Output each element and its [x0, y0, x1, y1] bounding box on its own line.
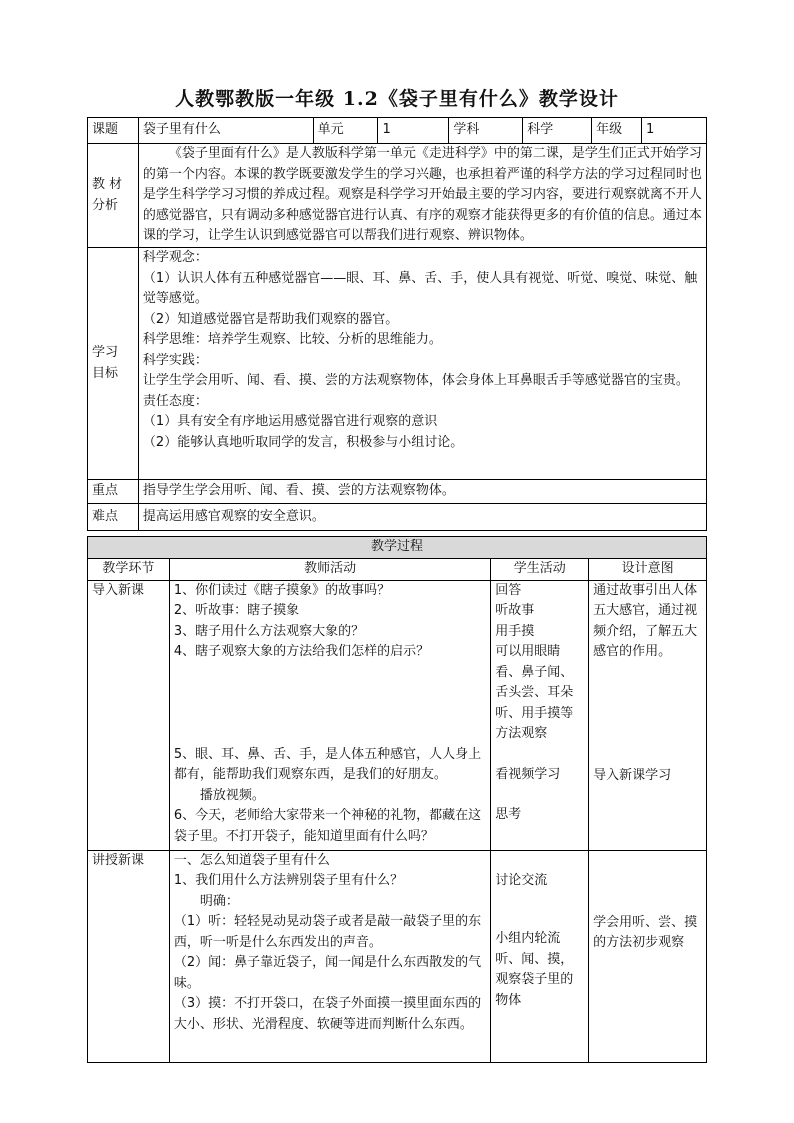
goals-text [138, 248, 706, 480]
unit-value: 1 [378, 118, 449, 144]
teach-student-activity [491, 850, 589, 1062]
intro-stage: 导入新课 [88, 580, 170, 850]
goal-line: （2）知道感觉器官是帮助我们观察的器官。 [142, 311, 399, 327]
analysis-text: 《袋子里面有什么》是人教版科学第一单元《走进科学》中的第二课，是学生们正式开始学习的第一个内容。本课的教学既要激发学生的学习兴趣，也承担着严谨的科学方法的学习过程同时也是学生科学学习习惯的养成过程。观察是科学学习开始最主要的学习内容，要进行观察就离不开人的感觉器官，只有调动多种感觉器官进行认真、有序的观察才能获得更多的有价值的信息。通过本课的学习，让学生认识到感觉器官可以帮我们进行观察、辨识物体。 [138, 144, 706, 248]
document-title: 人教鄂教版一年级 1.2《袋子里有什么》教学设计 [175, 88, 619, 110]
difficulty-label: 难点 [88, 504, 139, 531]
goals-label-line2: 目标 [92, 365, 119, 381]
goals-label [88, 248, 139, 480]
teacher-step: 2、听故事：瞎子摸象 [173, 603, 300, 618]
goals-label-line1: 学习 [92, 345, 119, 360]
column-header-intent: 设计意图 [589, 558, 707, 580]
teacher-step: 6、今天，老师给大家带来一个神秘的礼物，都藏在这袋子里。不打开袋子，能知道里面有什么吗？ [173, 808, 482, 844]
teacher-step: 一、怎么知道袋子里有什么 [173, 852, 330, 868]
goal-line: （1）认识人体有五种感觉器官——眼、耳、鼻、舌、手，使人具有视觉、听觉、嗅觉、味觉、触觉等感觉。 [142, 270, 698, 306]
goal-line: （1）具有安全有序地运用感觉器官进行观察的意识 [142, 414, 438, 429]
subject-value: 科学 [523, 118, 592, 144]
teacher-step: 5、眼、耳、鼻、舌、手，是人体五种感官，人人身上都有，能帮助我们观察东西，是我们的好朋友。 [173, 746, 482, 782]
grade-label: 年级 [592, 118, 642, 144]
teach-stage: 讲授新课 [88, 850, 170, 1062]
goal-line: 科学实践： [142, 352, 208, 368]
teacher-step: 1、你们读过《瞎子摸象》的故事吗？ [173, 582, 391, 598]
teacher-step: （3）摸：不打开袋口，在袋子外面摸一摸里面东西的大小、形状、光滑程度、软硬等进而判断什么东西。 [173, 996, 482, 1032]
unit-label: 单元 [313, 118, 378, 144]
process-header: 教学过程 [88, 537, 707, 559]
grade-value: 1 [642, 118, 707, 144]
student-step: 听故事 [495, 603, 535, 618]
key-point-row [88, 480, 707, 504]
student-step: 回答 [495, 582, 522, 598]
process-header-row [88, 537, 707, 559]
column-header-student: 学生活动 [491, 558, 589, 580]
goal-line: 让学生学会用听、闻、看、摸、尝的方法观察物体，体会身体上耳鼻眼舌手等感觉器官的宝贵。 [142, 373, 689, 388]
column-header-teacher: 教师活动 [169, 558, 490, 580]
goal-line: 责任态度： [142, 393, 208, 409]
intro-student-activity [491, 580, 589, 850]
teach-design-intent [589, 850, 707, 1062]
column-header-stage: 教学环节 [88, 558, 170, 580]
goal-line: 科学思维：培养学生观察、比较、分析的思维能力。 [142, 332, 442, 347]
analysis-label-line1: 教 材 [92, 177, 123, 192]
intro-row [88, 580, 707, 850]
teacher-step: 4、瞎子观察大象的方法给我们怎样的启示？ [173, 644, 430, 659]
student-step: 可以用眼睛看、鼻子闻、舌头尝、耳朵听、用手摸等方法观察 [495, 644, 574, 741]
teacher-step: 明确： [199, 893, 239, 909]
student-step: 讨论交流 [495, 872, 548, 888]
difficulty-row [88, 504, 707, 531]
teach-row [88, 850, 707, 1062]
key-point-text: 指导学生学会用听、闻、看、摸、尝的方法观察物体。 [138, 480, 706, 504]
teacher-step: 1、我们用什么方法辨别袋子里有什么？ [173, 873, 404, 888]
lesson-info-table [87, 117, 707, 531]
teacher-step: （1）听：轻轻晃动晃动袋子或者是敲一敲袋子里的东西，听一听是什么东西发出的声音。 [173, 914, 482, 950]
goals-row [88, 248, 707, 480]
student-step: 看视频学习 [495, 766, 561, 782]
difficulty-text: 提高运用感官观察的安全意识。 [138, 504, 706, 531]
student-step: 思考 [495, 807, 522, 822]
teacher-step: 播放视频。 [199, 787, 265, 803]
analysis-label-line2: 分析 [92, 197, 119, 213]
process-columns-row [88, 558, 707, 580]
intro-design-intent [589, 580, 707, 850]
teacher-step: 3、瞎子用什么方法观察大象的？ [173, 623, 365, 639]
lesson-label: 课题 [88, 118, 139, 144]
teach-teacher-activity [169, 850, 490, 1062]
teacher-step: （2）闻：鼻子靠近袋子，闻一闻是什么东西散发的气味。 [173, 955, 482, 991]
intent-text: 导入新课学习 [593, 767, 672, 783]
teaching-process-table [87, 536, 707, 1063]
subject-label: 学科 [449, 118, 523, 144]
analysis-row [88, 144, 707, 248]
info-row [88, 118, 707, 144]
intent-text: 学会用听、尝、摸的方法初步观察 [593, 914, 698, 950]
key-point-label: 重点 [88, 480, 139, 504]
analysis-label [88, 144, 139, 248]
lesson-value: 袋子里有什么 [138, 118, 313, 144]
student-step: 用手摸 [495, 623, 535, 639]
goal-line: 科学观念： [142, 250, 208, 265]
goal-line: （2）能够认真地听取同学的发言，积极参与小组讨论。 [142, 434, 464, 450]
intro-teacher-activity [169, 580, 490, 850]
student-step: 小组内轮流听、闻、摸，观察袋子里的物体 [495, 931, 574, 1008]
intent-text: 通过故事引出人体五大感官，通过视频介绍，了解五大感官的作用。 [593, 582, 698, 659]
